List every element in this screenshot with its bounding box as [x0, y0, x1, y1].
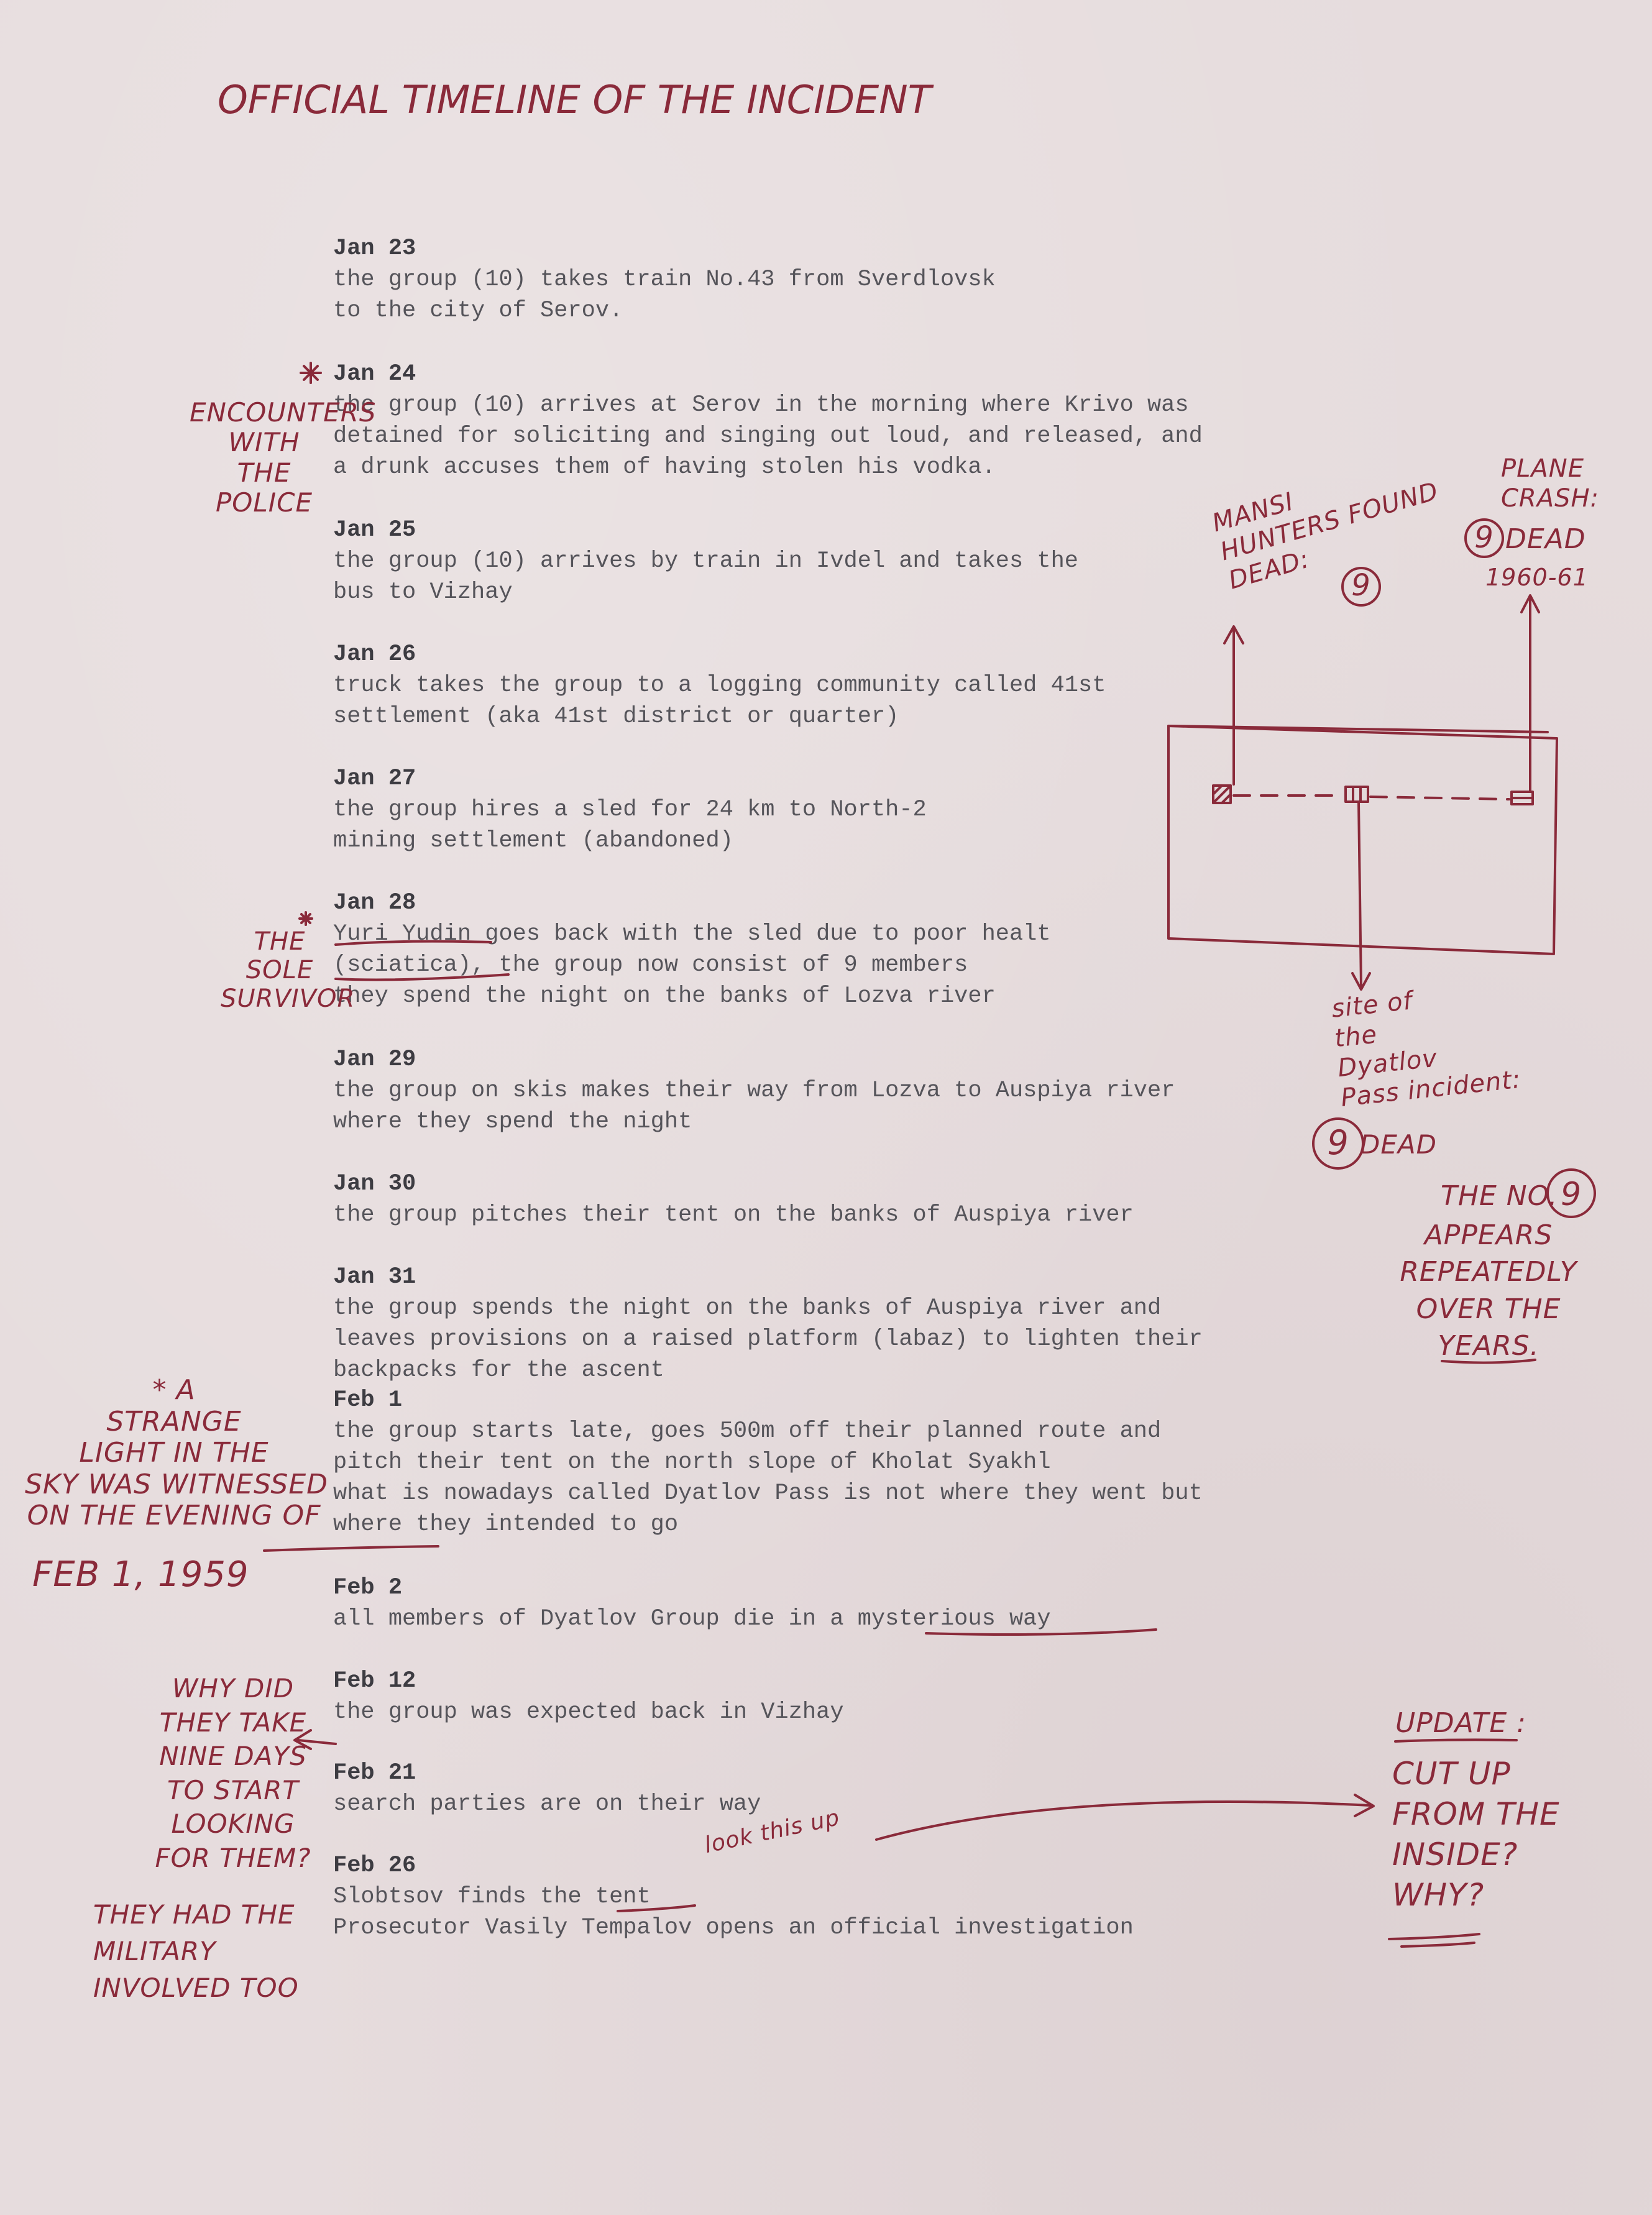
timeline-date: Jan 28 [333, 890, 416, 916]
page-title: OFFICIAL TIMELINE OF THE INCIDENT [218, 77, 932, 122]
timeline-text-line: Prosecutor Vasily Tempalov opens an official investigation [333, 1915, 1134, 1941]
note-sole-survivor: THE SOLE SURVIVOR [221, 927, 356, 1013]
timeline-text-line: the group on skis makes their way from Lozva to Auspiya river [333, 1078, 1175, 1104]
underline-evening [264, 1546, 438, 1551]
timeline-text-line: all members of Dyatlov Group die in a mysterious way [333, 1606, 1051, 1632]
timeline-text-line: Slobtsov finds the tent [333, 1884, 651, 1910]
note-update-body: CUT UP FROM THE INSIDE? WHY? [1392, 1756, 1560, 1913]
note-encounters-police: ENCOUNTERS WITH THE POLICE [190, 397, 377, 518]
arrow-to-update [876, 1802, 1370, 1840]
timeline-text-line: the group starts late, goes 500m off their planned route and [333, 1418, 1162, 1444]
timeline-text-line: truck takes the group to a logging community called 41st [333, 672, 1106, 699]
timeline-text-line: the group (10) takes train No.43 from Sverdlovsk [333, 267, 996, 293]
timeline-text-line: a drunk accuses them of having stolen his vodka. [333, 454, 996, 480]
underline-why-2 [1402, 1943, 1474, 1947]
note-plane-crash: PLANE CRASH: [1501, 454, 1600, 513]
timeline-text-line: to the city of Serov. [333, 298, 623, 324]
timeline-text-line: mining settlement (abandoned) [333, 828, 733, 854]
note-strange-light: * A STRANGE LIGHT IN THE SKY WAS WITNESSED ON THE EVENING OF [25, 1374, 329, 1532]
note-site-dead: DEAD [1360, 1129, 1437, 1160]
note-number-nine-num: 9 [1560, 1176, 1582, 1213]
note-plane-number: 9 [1474, 520, 1494, 555]
arrow-site [1359, 803, 1361, 987]
note-number-nine-a: THE NO. [1441, 1180, 1558, 1212]
timeline-text-line: what is nowadays called Dyatlov Pass is not where they went but [333, 1480, 1203, 1506]
timeline-text-line: they spend the night on the banks of Lozva river [333, 983, 996, 1009]
timeline-text-line: settlement (aka 41st district or quarter) [333, 704, 899, 730]
timeline-date: Jan 25 [333, 517, 416, 543]
asterisk-icon [301, 363, 321, 383]
note-light-date: FEB 1, 1959 [32, 1554, 249, 1595]
timeline-date: Jan 29 [333, 1047, 416, 1073]
note-military: THEY HAD THE MILITARY INVOLVED TOO [93, 1899, 299, 2003]
diagram-box [1168, 726, 1557, 954]
note-site-label: site of the Dyatlov Pass incident: [1330, 986, 1523, 1112]
note-look-this-up: look this up [702, 1805, 842, 1859]
underline-mysterious [926, 1630, 1156, 1635]
timeline-date: Jan 24 [333, 361, 416, 387]
note-nine-days: WHY DID THEY TAKE NINE DAYS TO START LOOKING FOR THEM? [155, 1673, 311, 1873]
arrow-nine-days [298, 1740, 336, 1744]
timeline-date: Jan 27 [333, 766, 416, 792]
timeline-text-line: the group was expected back in Vizhay [333, 1699, 844, 1725]
circle-number-nine [1548, 1170, 1595, 1217]
timeline-date: Jan 30 [333, 1171, 416, 1197]
timeline-text-line: Yuri Yudin goes back with the sled due to poor healt [333, 921, 1051, 947]
asterisk-icon [300, 912, 312, 925]
underline-sciatica [336, 975, 508, 979]
timeline-date: Jan 26 [333, 641, 416, 667]
timeline-date: Feb 2 [333, 1575, 403, 1601]
diagram-dashed-line [1234, 796, 1509, 799]
underline-tent [618, 1905, 695, 1911]
timeline-date: Jan 31 [333, 1264, 416, 1290]
timeline-text-line: search parties are on their way [333, 1791, 761, 1817]
note-number-nine-b: APPEARS REPEATEDLY OVER THE YEARS. [1400, 1219, 1577, 1362]
timeline-date: Feb 12 [333, 1668, 416, 1694]
timeline-text-line: leaves provisions on a raised platform (labaz) to lighten their [333, 1326, 1203, 1352]
timeline-text-line: bus to Vizhay [333, 579, 513, 605]
timeline-text-line: pitch their tent on the north slope of Kholat Syakhl [333, 1449, 1051, 1475]
timeline-text-line: the group hires a sled for 24 km to North-2 [333, 797, 927, 823]
note-site-number: 9 [1327, 1123, 1349, 1162]
timeline-text-line: the group pitches their tent on the banks of Auspiya river [333, 1202, 1134, 1228]
note-plane-years: 1960-61 [1485, 564, 1589, 591]
circle-site-nine [1313, 1119, 1363, 1168]
timeline-text-line: (sciatica), the group now consist of 9 members [333, 952, 968, 978]
circle-plane-nine [1466, 520, 1503, 557]
timeline-text-line: where they intended to go [333, 1511, 679, 1538]
timeline-text-line: the group (10) arrives by train in Ivdel and takes the [333, 548, 1078, 574]
timeline-text-line: backpacks for the ascent [333, 1357, 664, 1383]
underline-years [1442, 1360, 1535, 1363]
note-mansi-hunters: MANSI HUNTERS FOUND DEAD: [1209, 477, 1442, 595]
underline-why [1389, 1934, 1479, 1939]
note-mansi-number: 9 [1351, 568, 1371, 603]
timeline-date: Feb 21 [333, 1760, 416, 1786]
timeline-text-line: the group spends the night on the banks of Auspiya river and [333, 1295, 1162, 1321]
marker-site [1346, 787, 1368, 802]
timeline-text-line: detained for soliciting and singing out loud, and released, and [333, 423, 1203, 449]
underline-yuri-yudin [336, 942, 491, 945]
timeline-text-line: where they spend the night [333, 1109, 692, 1135]
underline-update [1395, 1740, 1517, 1741]
circle-mansi-nine [1342, 568, 1380, 605]
timeline-date: Feb 26 [333, 1853, 416, 1879]
timeline-text-line: the group (10) arrives at Serov in the morning where Krivo was [333, 392, 1189, 418]
timeline-date: Jan 23 [333, 236, 416, 262]
note-update-title: UPDATE : [1395, 1707, 1527, 1739]
timeline-date: Feb 1 [333, 1387, 403, 1413]
note-plane-dead: DEAD [1505, 523, 1586, 555]
